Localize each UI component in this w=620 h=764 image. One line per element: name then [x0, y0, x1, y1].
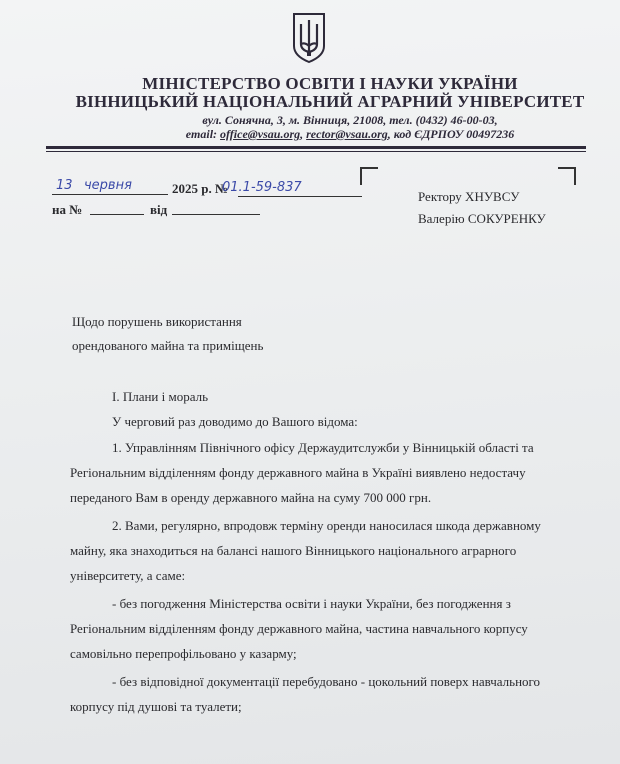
subject-line-2: орендованого майна та приміщень — [72, 338, 264, 353]
year-number-label: 2025 р. № — [172, 181, 229, 196]
paragraph-1-line-2: Регіональним відділенням фонду державного майна в Україні виявлено недостачу — [70, 465, 526, 480]
addressee-name: Валерію СОКУРЕНКУ — [418, 211, 546, 226]
header-divider-thin — [46, 151, 586, 152]
intro-sentence: У черговий раз доводимо до Вашого відома: — [112, 414, 358, 429]
bullet-2-line-1: - без відповідної документації перебудовано - цокольний поверх навчального — [112, 674, 541, 689]
bullet-1-line-3: самовільно перепрофільовано у казарму; — [70, 646, 297, 661]
reference-date-field — [172, 214, 260, 215]
addressee-corner-left — [360, 167, 378, 185]
university-title: ВІННИЦЬКИЙ НАЦІОНАЛЬНИЙ АГРАРНИЙ УНІВЕРСИТЕТ — [75, 92, 585, 111]
date-day-handwritten: 13 — [56, 178, 73, 193]
bullet-2-line-2: корпусу під душові та туалети; — [70, 699, 242, 714]
paragraph-2-line-2: майну, яка знаходиться на балансі нашого Вінницького національного аграрного — [70, 543, 517, 558]
section-heading: І. Плани і мораль — [112, 389, 209, 404]
email-separator: , — [300, 127, 307, 141]
reference-label: на № — [52, 202, 83, 217]
trident-emblem-icon — [291, 12, 327, 64]
ministry-title: МІНІСТЕРСТВО ОСВІТИ І НАУКИ УКРАЇНИ — [142, 74, 518, 93]
letter-number-handwritten: 01.1-59-837 — [222, 180, 302, 195]
email-office-link[interactable]: office@vsau.org — [220, 127, 301, 141]
reference-number-field — [90, 214, 144, 215]
email-line — [130, 127, 570, 142]
email-rector-link[interactable]: rector@vsau.org — [306, 127, 388, 141]
date-month-handwritten: червня — [84, 178, 132, 193]
bullet-1-line-2: Регіональним відділенням фонду державного майна, частина навчального корпусу — [70, 621, 528, 636]
paragraph-2-line-1: 2. Вами, регулярно, впродовж терміну оренди наносилася шкода державному — [112, 518, 541, 533]
addressee-position: Ректору ХНУВСУ — [418, 189, 520, 204]
bullet-1-line-1: - без погодження Міністерства освіти і науки України, без погодження з — [112, 596, 511, 611]
number-underline — [238, 196, 362, 197]
email-label: email: — [185, 127, 221, 141]
date-underline — [52, 194, 168, 195]
paragraph-1-line-1: 1. Управлінням Північного офісу Держаудитслужби у Вінницькій області та — [112, 440, 534, 455]
from-label: від — [150, 202, 168, 217]
header-divider-thick — [46, 146, 586, 149]
addressee-corner-right — [558, 167, 576, 185]
address-line: вул. Сонячна, 3, м. Вінниця, 21008, тел. (0432) 46-00-03, — [202, 113, 498, 127]
paragraph-1-line-3: переданого Вам в оренду державного майна на суму 700 000 грн. — [70, 490, 432, 505]
paragraph-2-line-3: університету, а саме: — [70, 568, 186, 583]
subject-line-1: Щодо порушень використання — [72, 314, 242, 329]
edrpou-code: , код ЄДРПОУ 00497236 — [387, 127, 515, 141]
